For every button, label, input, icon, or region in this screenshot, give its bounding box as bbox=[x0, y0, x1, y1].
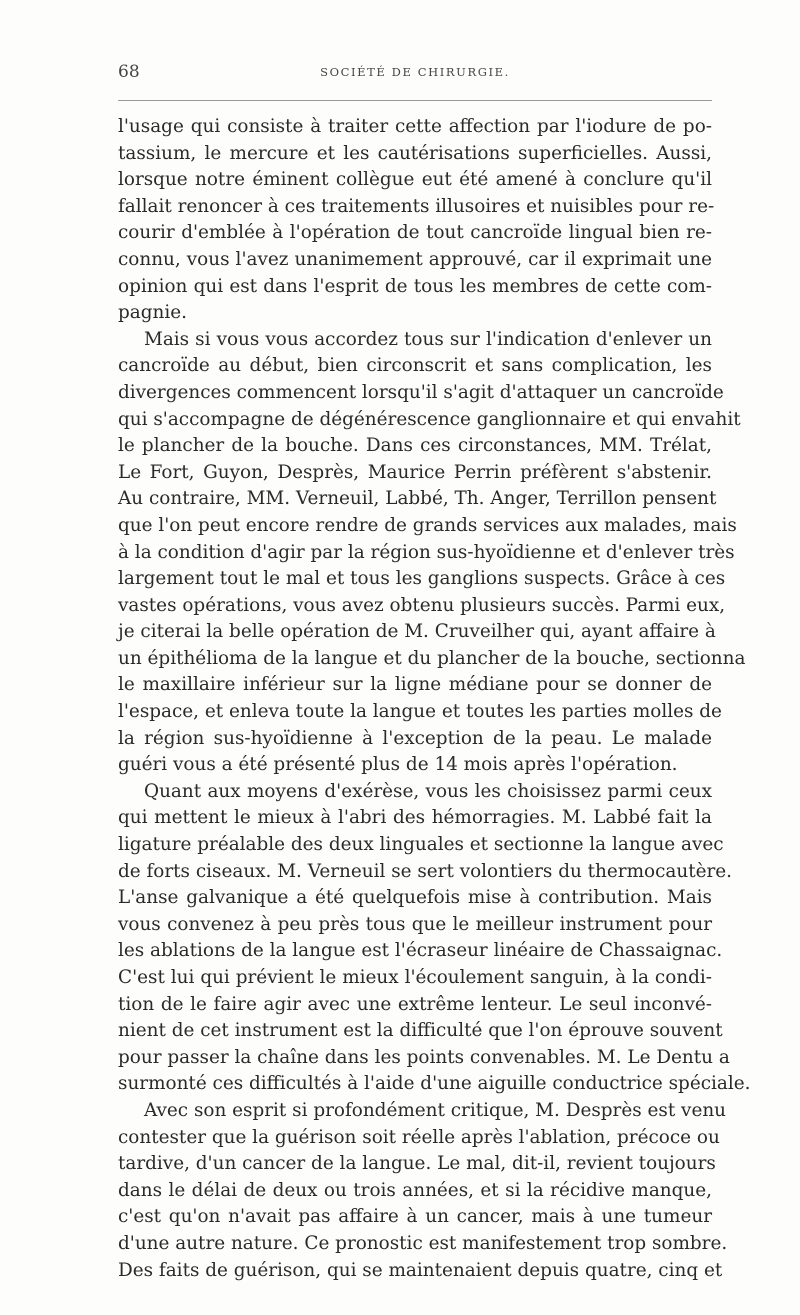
text-line: vous convenez à peu près tous que le meilleur instrument pour bbox=[118, 913, 712, 935]
body-text bbox=[118, 114, 751, 1284]
page-number: 68 bbox=[118, 62, 140, 82]
text-line: guéri vous a été présenté plus de 14 mois après l'opération. bbox=[118, 754, 678, 776]
text-line: Quant aux moyens d'exérèse, vous les choisissez parmi ceux bbox=[144, 780, 712, 802]
text-line: dans le délai de deux ou trois années, et si la récidive manque, bbox=[118, 1179, 712, 1201]
text-line: Au contraire, MM. Verneuil, Labbé, Th. Anger, Terrillon pensent bbox=[118, 488, 717, 510]
text-line: Le Fort, Guyon, Desprès, Maurice Perrin préfèrent s'abstenir. bbox=[118, 461, 712, 483]
text-line: nient de cet instrument est la difficulté que l'on éprouve souvent bbox=[118, 1020, 723, 1042]
text-line: un épithélioma de la langue et du plancher de la bouche, sectionna bbox=[118, 647, 746, 669]
text-line: vastes opérations, vous avez obtenu plusieurs succès. Parmi eux, bbox=[118, 594, 726, 616]
text-line: C'est lui qui prévient le mieux l'écoulement sanguin, à la condi- bbox=[118, 967, 712, 988]
text-line: L'anse galvanique a été quelquefois mise à contribution. Mais bbox=[118, 887, 712, 909]
text-line: connu, vous l'avez unanimement approuvé, car il exprimait une bbox=[118, 248, 712, 270]
text-line: de forts ciseaux. M. Verneuil se sert volontiers du thermocautère. bbox=[118, 860, 732, 882]
text-line: tassium, le mercure et les cautérisations superficielles. Aussi, bbox=[118, 142, 712, 164]
text-line: Mais si vous vous accordez tous sur l'indication d'enlever un bbox=[144, 328, 712, 350]
header-rule bbox=[118, 100, 712, 101]
text-line: le plancher de la bouche. Dans ces circonstances, MM. Trélat, bbox=[118, 435, 712, 457]
text-line: courir d'emblée à l'opération de tout cancroïde lingual bien re- bbox=[118, 222, 712, 244]
text-line: l'espace, et enleva toute la langue et toutes les parties molles de bbox=[118, 701, 722, 723]
page-header bbox=[118, 62, 712, 86]
text-line: la région sus-hyoïdienne à l'exception de la peau. Le malade bbox=[118, 727, 712, 749]
text-line: surmonté ces difficultés à l'aide d'une aiguille conductrice spéciale. bbox=[118, 1073, 751, 1095]
text-line: opinion qui est dans l'esprit de tous les membres de cette com- bbox=[118, 275, 712, 297]
running-title: SOCIÉTÉ DE CHIRURGIE. bbox=[320, 65, 510, 79]
text-line: pagnie. bbox=[118, 302, 187, 324]
text-line: l'usage qui consiste à traiter cette affection par l'iodure de po- bbox=[118, 116, 712, 137]
text-line: je citerai la belle opération de M. Cruveilher qui, ayant affaire à bbox=[118, 621, 716, 643]
text-line: que l'on peut encore rendre de grands services aux malades, mais bbox=[118, 514, 737, 536]
text-line: Des faits de guérison, qui se maintenaient depuis quatre, cinq et bbox=[118, 1259, 723, 1281]
text-line: contester que la guérison soit réelle après l'ablation, précoce ou bbox=[118, 1126, 720, 1148]
text-line: lorsque notre éminent collègue eut été amené à conclure qu'il bbox=[118, 169, 712, 191]
text-line: le maxillaire inférieur sur la ligne médiane pour se donner de bbox=[118, 674, 712, 696]
text-line: Avec son esprit si profondément critique, M. Desprès est venu bbox=[144, 1099, 727, 1121]
text-line: les ablations de la langue est l'écraseur linéaire de Chassaignac. bbox=[118, 940, 723, 962]
text-line: ligature préalable des deux linguales et sectionne la langue avec bbox=[118, 834, 724, 856]
text-line: c'est qu'on n'avait pas affaire à un cancer, mais à une tumeur bbox=[118, 1206, 712, 1228]
text-line: à la condition d'agir par la région sus-hyoïdienne et d'enlever très bbox=[118, 541, 735, 563]
text-line: fallait renoncer à ces traitements illusoires et nuisibles pour re- bbox=[118, 195, 715, 217]
text-line: qui mettent le mieux à l'abri des hémorragies. M. Labbé fait la bbox=[118, 807, 712, 829]
text-line: qui s'accompagne de dégénérescence ganglionnaire et qui envahit bbox=[118, 408, 741, 430]
text-line: tardive, d'un cancer de la langue. Le mal, dit-il, revient toujours bbox=[118, 1153, 716, 1175]
text-line: largement tout le mal et tous les ganglions suspects. Grâce à ces bbox=[118, 568, 726, 590]
text-line: d'une autre nature. Ce pronostic est manifestement trop sombre. bbox=[118, 1232, 728, 1254]
text-line: pour passer la chaîne dans les points convenables. M. Le Dentu a bbox=[118, 1046, 730, 1068]
text-line: divergences commencent lorsqu'il s'agit d'attaquer un cancroïde bbox=[118, 381, 724, 403]
text-line: tion de le faire agir avec une extrême lenteur. Le seul inconvé- bbox=[118, 993, 712, 1015]
text-line: cancroïde au début, bien circonscrit et sans complication, les bbox=[118, 355, 712, 377]
